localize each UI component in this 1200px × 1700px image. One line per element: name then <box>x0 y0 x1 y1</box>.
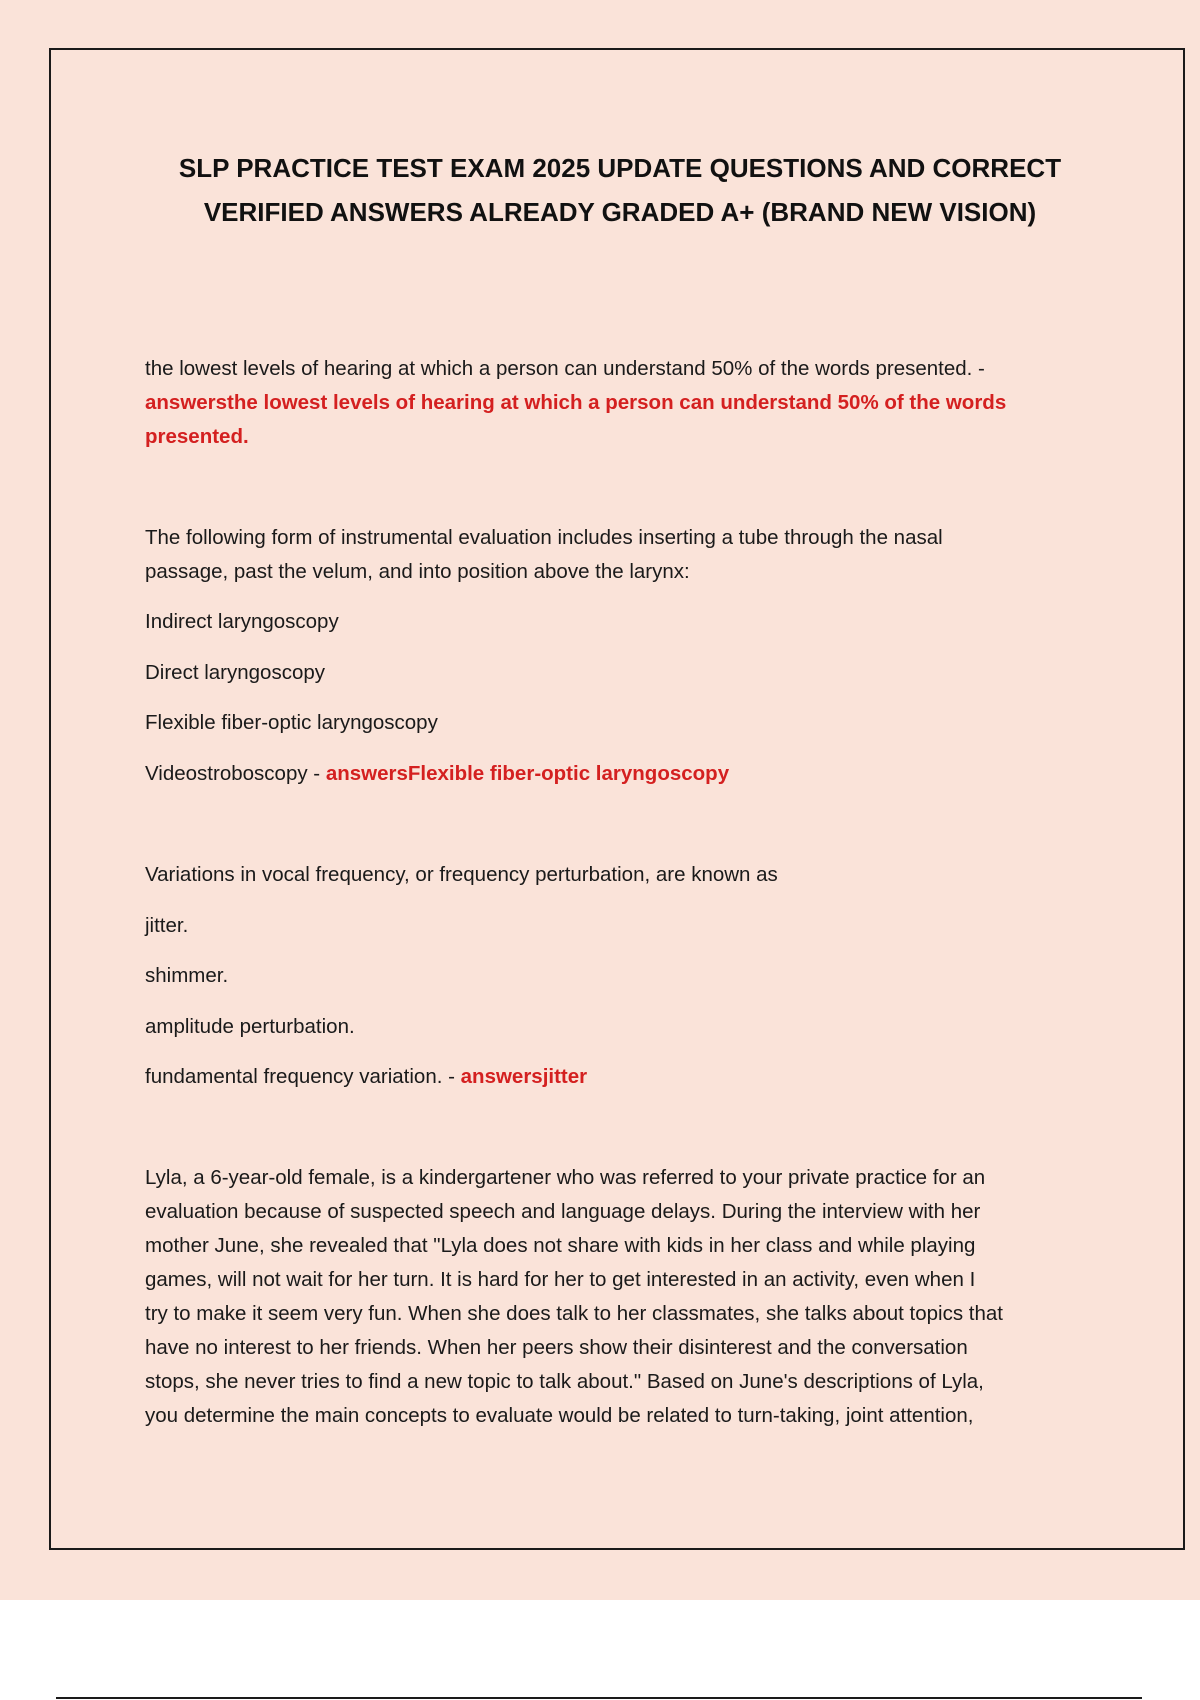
passage-line: mother June, she revealed that "Lyla does not share with kids in her class and while playing <box>145 1234 976 1257</box>
title-line-1: SLP PRACTICE TEST EXAM 2025 UPDATE QUESTIONS AND CORRECT <box>178 153 1062 183</box>
question-3-option-2 <box>145 959 1080 993</box>
passage-line: try to make it seem very fun. When she does talk to her classmates, she talks about topics that <box>145 1302 1003 1325</box>
option-text: Videostroboscopy - <box>145 762 326 785</box>
question-2-answer: answersFlexible fiber-optic laryngoscopy <box>325 762 730 785</box>
option-text: jitter. <box>145 914 189 937</box>
question-2-option-4 <box>145 757 1080 791</box>
option-text: Indirect laryngoscopy <box>145 610 339 633</box>
passage-line: stops, she never tries to find a new topic to talk about." Based on June's descriptions of Lyla, <box>145 1370 984 1393</box>
question-4-passage <box>145 1161 1080 1433</box>
stem-text: Variations in vocal frequency, or frequency perturbation, are known as <box>145 863 778 886</box>
question-2-stem-line-1: The following form of instrumental evaluation includes inserting a tube through the nasal <box>145 526 943 549</box>
question-2-stem-line-2: passage, past the velum, and into position above the larynx: <box>145 560 690 583</box>
footer-divider <box>56 1697 1142 1699</box>
question-1-answer-line-2: presented. <box>145 425 249 448</box>
question-2-option-3 <box>145 706 1080 740</box>
option-text: fundamental frequency variation. - <box>145 1065 461 1088</box>
question-3-option-1 <box>145 909 1080 943</box>
option-text: Flexible fiber-optic laryngoscopy <box>145 711 438 734</box>
option-text: Direct laryngoscopy <box>145 661 326 684</box>
passage-line: Lyla, a 6-year-old female, is a kindergartener who was referred to your private practice for an <box>145 1166 986 1189</box>
document-title <box>140 146 1100 234</box>
option-text: shimmer. <box>145 964 229 987</box>
question-3-answer: answersjitter <box>460 1065 588 1088</box>
question-2 <box>145 521 1080 589</box>
question-3-option-4 <box>145 1060 1080 1094</box>
question-2-option-1 <box>145 605 1080 639</box>
passage-line: you determine the main concepts to evaluate would be related to turn-taking, joint attention, <box>145 1404 974 1427</box>
question-1-answer-line-1: answersthe lowest levels of hearing at which a person can understand 50% of the words <box>145 391 1007 414</box>
question-1 <box>145 352 1080 454</box>
question-3-stem <box>145 858 1080 892</box>
question-1-stem: the lowest levels of hearing at which a person can understand 50% of the words presented. - <box>145 357 985 380</box>
passage-line: have no interest to her friends. When her peers show their disinterest and the conversation <box>145 1336 968 1359</box>
passage-line: evaluation because of suspected speech and language delays. During the interview with her <box>145 1200 981 1223</box>
passage-line: games, will not wait for her turn. It is hard for her to get interested in an activity, even when I <box>145 1268 976 1291</box>
option-text: amplitude perturbation. <box>145 1015 355 1038</box>
question-2-option-2 <box>145 656 1080 690</box>
question-3-option-3 <box>145 1010 1080 1044</box>
title-line-2: VERIFIED ANSWERS ALREADY GRADED A+ (BRAND NEW VISION) <box>203 197 1037 227</box>
